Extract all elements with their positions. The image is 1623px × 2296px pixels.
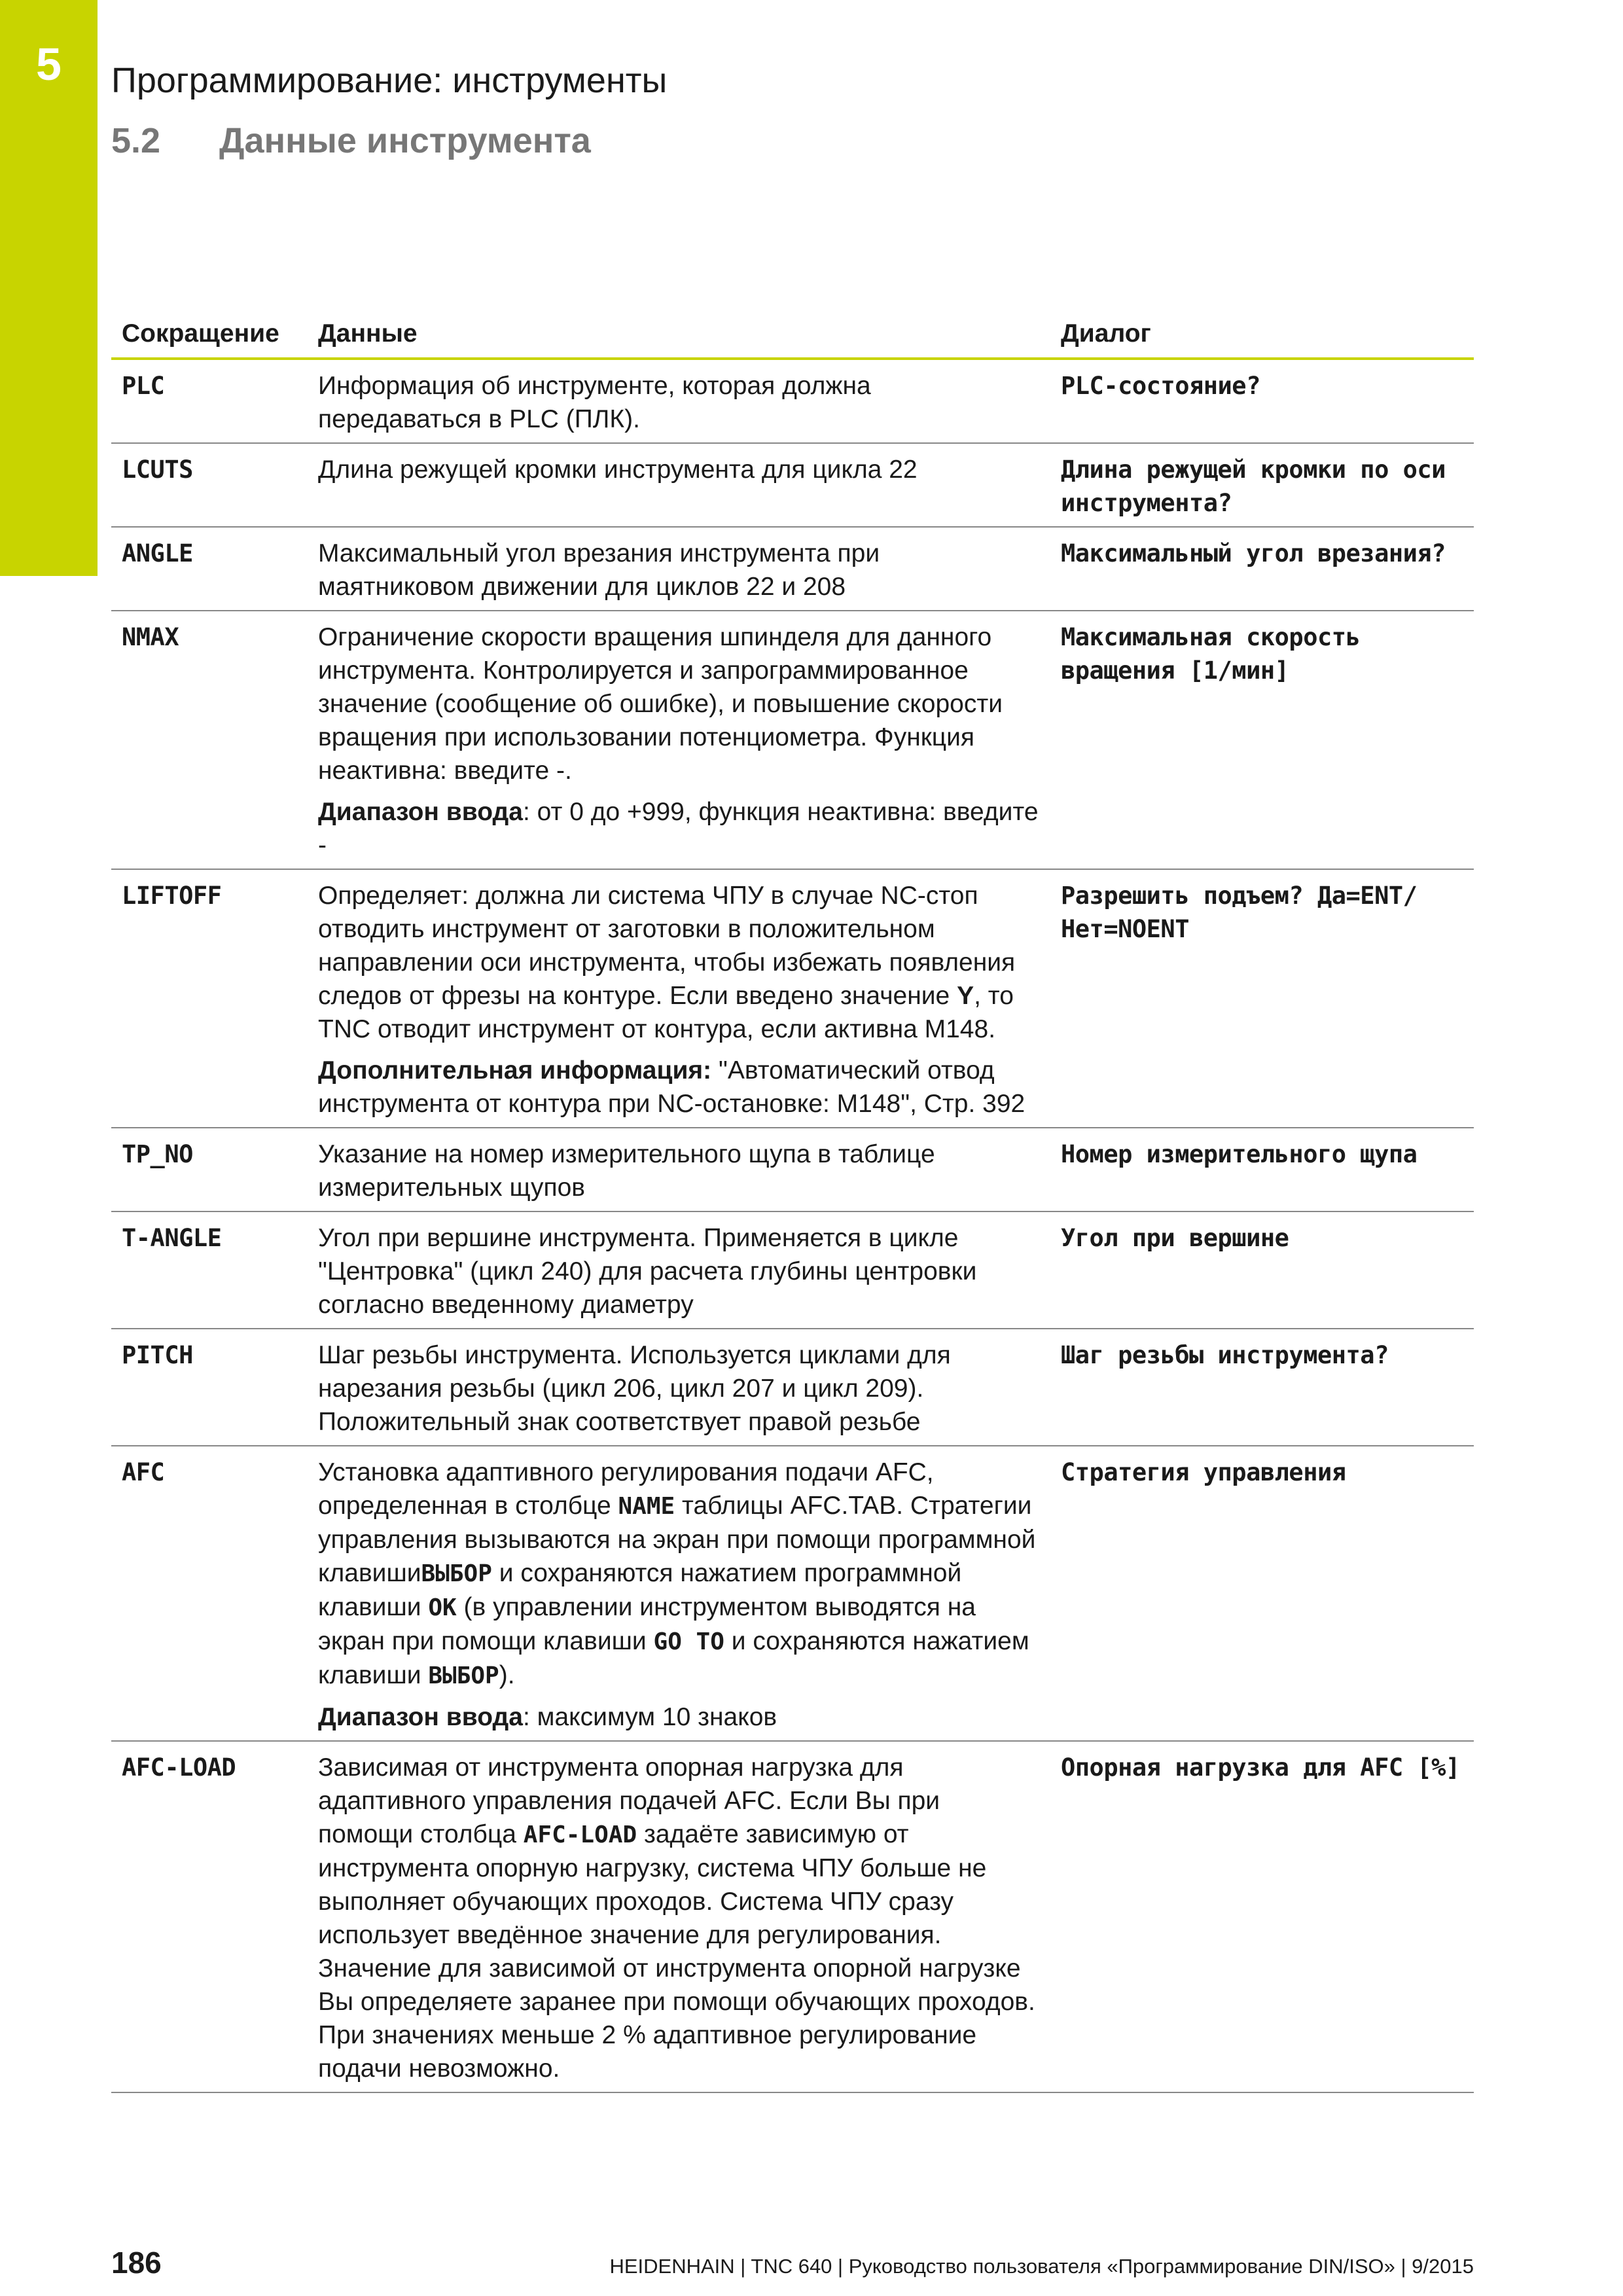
header-abbreviation: Сокращение: [111, 313, 308, 359]
key-name-text: GO TO: [653, 1628, 724, 1655]
cell-dialog: Максимальный угол врезания?: [1050, 527, 1474, 611]
cell-abbreviation: LIFTOFF: [111, 869, 308, 1128]
footer-text: HEIDENHAIN | TNC 640 | Руководство пользователя «Программирование DIN/ISO» | 9/2015: [609, 2255, 1474, 2278]
text-segment: Длина режущей кромки инструмента для цикла 22: [318, 456, 918, 484]
table-row: [111, 1329, 1474, 1446]
cell-abbreviation: AFC: [111, 1446, 308, 1741]
header-dialog: Диалог: [1050, 313, 1474, 359]
cell-abbreviation: PLC: [111, 359, 308, 443]
data-paragraph: [318, 795, 1040, 862]
cell-dialog: Длина режущей кромки по оси инструмента?: [1050, 443, 1474, 527]
text-segment: Угол при вершине инструмента. Применяется в цикле "Центровка" (цикл 240) для расчета глубины центровки согласно введенному диаметру: [318, 1224, 977, 1319]
data-paragraph: [318, 879, 1040, 1046]
section-heading: [111, 120, 591, 161]
table-row: [111, 1446, 1474, 1741]
text-segment: "Автоматический отвод инструмента от контура при NC-остановке: M148", Стр. 392: [318, 1056, 1026, 1118]
cell-data: [308, 1211, 1050, 1329]
cell-dialog: Угол при вершине: [1050, 1211, 1474, 1329]
tool-data-table: [111, 313, 1474, 2093]
data-paragraph: [318, 1221, 1040, 1321]
cell-abbreviation: T-ANGLE: [111, 1211, 308, 1329]
key-name-text: OK: [428, 1594, 457, 1621]
text-segment: Информация об инструменте, которая должна передаваться в PLC (ПЛК).: [318, 372, 871, 433]
text-segment: , то TNC отводит инструмент от контура, если активна M148.: [318, 982, 1014, 1043]
text-segment: задаёте зависимую от инструмента опорную нагрузку, система ЧПУ больше не выполняет обучающих проходов. Система ЧПУ сразу использует введённое значение для регулирования. Значение для зависимой от инструмента опорной нагрузке Вы определяете заранее при помощи обучающих проходов. При значениях меньше 2 % адаптивное регулирование подачи невозможно.: [318, 1820, 1035, 2083]
chapter-title: Программирование: инструменты: [111, 61, 668, 100]
text-segment: Шаг резьбы инструмента. Используется циклами для нарезания резьбы (цикл 206, цикл 207 и цикл 209). Положительный знак соответствует правой резьбе: [318, 1341, 951, 1436]
cell-dialog: Шаг резьбы инструмента?: [1050, 1329, 1474, 1446]
table-row: [111, 1128, 1474, 1211]
cell-abbreviation: NMAX: [111, 611, 308, 869]
chapter-number: 5: [36, 39, 62, 90]
data-paragraph: [318, 537, 1040, 603]
data-paragraph: [318, 369, 1040, 436]
cell-dialog: Опорная нагрузка для AFC [%]: [1050, 1741, 1474, 2092]
bold-text: Y: [957, 982, 974, 1010]
text-segment: Зависимая от инструмента опорная нагрузка для адаптивного управления подачей AFC. Если Вы при помощи столбца: [318, 1753, 940, 1848]
table-row: [111, 527, 1474, 611]
data-paragraph: [318, 1751, 1040, 2085]
bold-text: Диапазон ввода: [318, 1703, 523, 1731]
key-name-text: ВЫБОР: [428, 1662, 499, 1689]
cell-data: [308, 443, 1050, 527]
text-segment: Максимальный угол врезания инструмента при маятниковом движении для циклов 22 и 208: [318, 539, 880, 601]
page-number: 186: [111, 2246, 162, 2280]
cell-abbreviation: TP_NO: [111, 1128, 308, 1211]
table-row: [111, 611, 1474, 869]
data-paragraph: [318, 1338, 1040, 1439]
table-row: [111, 1211, 1474, 1329]
tool-data-table-container: [111, 313, 1474, 2093]
text-segment: : максимум 10 знаков: [523, 1703, 777, 1731]
cell-abbreviation: PITCH: [111, 1329, 308, 1446]
data-paragraph: [318, 453, 1040, 486]
bold-text: Диапазон ввода: [318, 798, 523, 826]
text-segment: : от 0 до +999, функция неактивна: введите -: [318, 798, 1039, 859]
cell-data: [308, 1329, 1050, 1446]
key-name-text: AFC-LOAD: [523, 1821, 637, 1848]
cell-data: [308, 1128, 1050, 1211]
text-segment: и сохраняются нажатием программной клавиши: [318, 1559, 962, 1621]
header-data: Данные: [308, 313, 1050, 359]
table-row: [111, 1741, 1474, 2092]
key-name-text: ВЫБОР: [421, 1560, 492, 1587]
text-segment: Определяет: должна ли система ЧПУ в случае NC-стоп отводить инструмент от заготовки в положительном направлении оси инструмента, чтобы избежать появления следов от фрезы на контуре. Если введено значение: [318, 882, 1016, 1010]
data-paragraph: [318, 1138, 1040, 1204]
cell-dialog: Разрешить подъем? Да=ENT/Нет=NOENT: [1050, 869, 1474, 1128]
cell-dialog: Стратегия управления: [1050, 1446, 1474, 1741]
data-paragraph: [318, 620, 1040, 787]
text-segment: Установка адаптивного регулирования подачи AFC, определенная в столбце: [318, 1458, 934, 1520]
table-row: [111, 869, 1474, 1128]
cell-abbreviation: LCUTS: [111, 443, 308, 527]
table-row: [111, 359, 1474, 443]
section-title: Данные инструмента: [219, 121, 591, 160]
cell-dialog: Максимальная скорость вращения [1/мин]: [1050, 611, 1474, 869]
cell-abbreviation: ANGLE: [111, 527, 308, 611]
cell-data: [308, 611, 1050, 869]
cell-data: [308, 1446, 1050, 1741]
bold-text: Дополнительная информация:: [318, 1056, 712, 1085]
cell-dialog: Номер измерительного щупа: [1050, 1128, 1474, 1211]
table-row: [111, 443, 1474, 527]
text-segment: (в управлении инструментом выводятся на экран при помощи клавиши: [318, 1593, 976, 1655]
text-segment: Ограничение скорости вращения шпинделя для данного инструмента. Контролируется и запрограммированное значение (сообщение об ошибке), и повышение скорости вращения при использовании потенциометра. Функция неактивна: введите -.: [318, 623, 1003, 785]
data-paragraph: [318, 1054, 1040, 1121]
table-header-row: [111, 313, 1474, 359]
cell-data: [308, 869, 1050, 1128]
section-number: 5.2: [111, 121, 161, 160]
text-segment: и сохраняются нажатием клавиши: [318, 1627, 1029, 1689]
cell-data: [308, 359, 1050, 443]
cell-dialog: PLC-состояние?: [1050, 359, 1474, 443]
text-segment: таблицы AFC.TAB. Стратегии управления вызываются на экран при помощи программной клавиши: [318, 1492, 1036, 1587]
data-paragraph: [318, 1700, 1040, 1734]
text-segment: Указание на номер измерительного щупа в таблице измерительных щупов: [318, 1140, 935, 1202]
cell-data: [308, 1741, 1050, 2092]
cell-abbreviation: AFC-LOAD: [111, 1741, 308, 2092]
key-name-text: NAME: [618, 1493, 675, 1520]
table-body: [111, 359, 1474, 2092]
data-paragraph: [318, 1456, 1040, 1693]
cell-data: [308, 527, 1050, 611]
text-segment: ).: [499, 1661, 515, 1689]
